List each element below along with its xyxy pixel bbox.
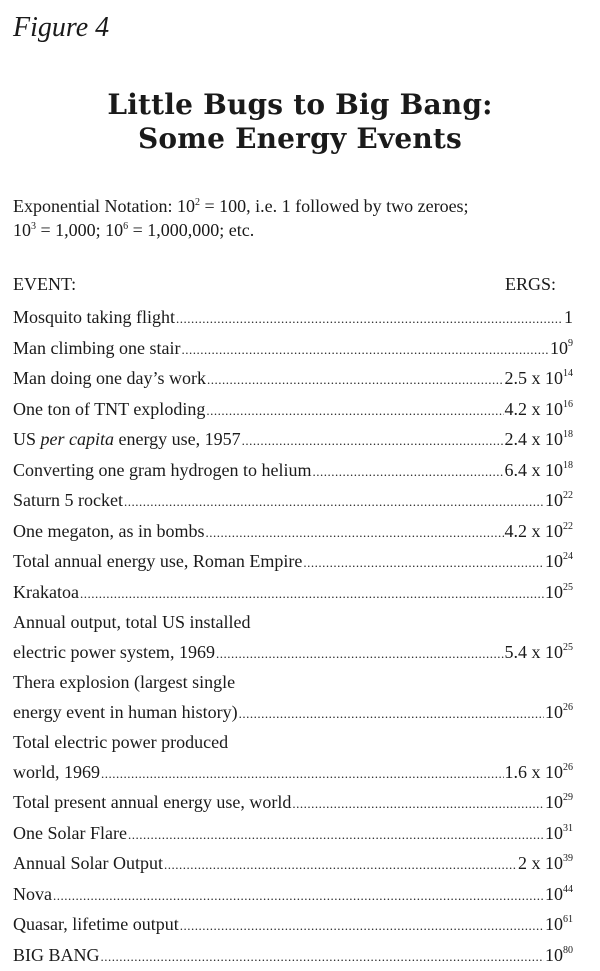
ergs-coefficient: 2.5 x 10 xyxy=(505,368,564,388)
dot-leader xyxy=(80,579,544,609)
event-line xyxy=(13,638,573,669)
event-name: Annual Solar Output xyxy=(13,849,163,879)
ergs-value xyxy=(505,758,574,788)
event-name: energy event in human history) xyxy=(13,698,238,728)
page-title xyxy=(0,88,600,156)
table-row xyxy=(13,456,573,487)
event-line xyxy=(13,941,573,971)
ergs-exponent: 44 xyxy=(563,884,573,895)
event-name: Man doing one day’s work xyxy=(13,364,206,394)
event-name-part: US xyxy=(13,429,41,449)
event-line xyxy=(13,849,573,880)
ergs-coefficient: 10 xyxy=(545,702,563,722)
table-header xyxy=(13,272,556,296)
ergs-value xyxy=(545,880,573,910)
table-row xyxy=(13,334,573,365)
ergs-coefficient: 6.4 x 10 xyxy=(505,460,564,480)
event-line xyxy=(13,758,573,789)
ergs-coefficient: 1 xyxy=(564,307,573,327)
event-line xyxy=(13,395,573,426)
dot-leader xyxy=(207,365,504,395)
notation-note xyxy=(13,194,573,242)
event-name: Total present annual energy use, world xyxy=(13,788,291,818)
notation-text: 10 xyxy=(13,220,31,240)
notation-exponent: 6 xyxy=(123,221,128,232)
event-name: One Solar Flare xyxy=(13,819,127,849)
ergs-value xyxy=(550,334,573,364)
dot-leader xyxy=(312,457,503,487)
table-row xyxy=(13,425,573,456)
ergs-value xyxy=(545,910,573,940)
ergs-value xyxy=(545,547,573,577)
ergs-exponent: 22 xyxy=(563,490,573,501)
dot-leader xyxy=(239,699,544,729)
ergs-value xyxy=(545,698,573,728)
ergs-coefficient: 2.4 x 10 xyxy=(505,429,564,449)
table-row xyxy=(13,788,573,819)
event-line xyxy=(13,303,573,334)
event-name: Quasar, lifetime output xyxy=(13,910,179,940)
event-line xyxy=(13,364,573,395)
event-line xyxy=(13,578,573,609)
ergs-exponent: 26 xyxy=(563,762,573,773)
dot-leader xyxy=(303,548,544,578)
ergs-exponent: 25 xyxy=(563,582,573,593)
ergs-coefficient: 10 xyxy=(545,945,563,965)
event-name: Nova xyxy=(13,880,52,910)
table-row xyxy=(13,303,573,334)
dot-leader xyxy=(205,518,503,548)
ergs-coefficient: 10 xyxy=(545,823,563,843)
event-line xyxy=(13,880,573,911)
ergs-value xyxy=(505,517,574,547)
notation-text: Exponential Notation: 10 xyxy=(13,196,195,216)
table-row xyxy=(13,364,573,395)
event-name: Krakatoa xyxy=(13,578,79,608)
ergs-value xyxy=(518,849,573,879)
event-name-continued: Thera explosion (largest single xyxy=(13,668,573,698)
table-row xyxy=(13,668,573,728)
ergs-value xyxy=(545,819,573,849)
event-line xyxy=(13,486,573,517)
event-name xyxy=(13,425,241,455)
ergs-exponent: 14 xyxy=(563,368,573,379)
table-row xyxy=(13,849,573,880)
dot-leader xyxy=(180,911,544,941)
event-line xyxy=(13,788,573,819)
ergs-coefficient: 10 xyxy=(545,490,563,510)
ergs-exponent: 29 xyxy=(563,792,573,803)
event-line xyxy=(13,547,573,578)
ergs-value xyxy=(505,456,574,486)
ergs-coefficient: 2 x 10 xyxy=(518,853,563,873)
event-line xyxy=(13,910,573,941)
table-row xyxy=(13,728,573,788)
ergs-exponent: 25 xyxy=(563,642,573,653)
table-row xyxy=(13,941,573,971)
event-name: Converting one gram hydrogen to helium xyxy=(13,456,311,486)
table-row xyxy=(13,578,573,609)
table-row xyxy=(13,608,573,668)
dot-leader xyxy=(124,487,544,517)
event-line xyxy=(13,456,573,487)
ergs-value xyxy=(505,638,574,668)
table-row xyxy=(13,517,573,548)
ergs-exponent: 26 xyxy=(563,702,573,713)
event-line xyxy=(13,425,573,456)
table-row xyxy=(13,486,573,517)
notation-text: = 100, i.e. 1 followed by two zeroes; xyxy=(200,196,469,216)
ergs-coefficient: 1.6 x 10 xyxy=(505,762,564,782)
table-row xyxy=(13,880,573,911)
table-row xyxy=(13,547,573,578)
ergs-coefficient: 10 xyxy=(545,792,563,812)
ergs-value xyxy=(505,425,574,455)
ergs-value xyxy=(545,788,573,818)
table-row xyxy=(13,819,573,850)
ergs-exponent: 16 xyxy=(563,399,573,410)
ergs-coefficient: 10 xyxy=(545,914,563,934)
ergs-exponent: 24 xyxy=(563,551,573,562)
ergs-exponent: 22 xyxy=(563,521,573,532)
event-name: BIG BANG xyxy=(13,941,100,971)
ergs-exponent: 61 xyxy=(563,914,573,925)
table-row xyxy=(13,395,573,426)
ergs-exponent: 80 xyxy=(563,945,573,956)
dot-leader xyxy=(181,335,549,365)
ergs-exponent: 39 xyxy=(563,853,573,864)
event-line xyxy=(13,819,573,850)
event-name-emphasis: per capita xyxy=(41,429,115,449)
dot-leader xyxy=(101,942,544,971)
column-header-event: EVENT: xyxy=(13,272,76,296)
notation-text: = 1,000,000; etc. xyxy=(128,220,254,240)
ergs-coefficient: 5.4 x 10 xyxy=(505,642,564,662)
ergs-value xyxy=(545,578,573,608)
ergs-value xyxy=(545,486,573,516)
ergs-exponent: 18 xyxy=(563,429,573,440)
ergs-value xyxy=(505,395,574,425)
ergs-exponent: 18 xyxy=(563,460,573,471)
event-line xyxy=(13,517,573,548)
event-name: Man climbing one stair xyxy=(13,334,180,364)
ergs-coefficient: 10 xyxy=(545,551,563,571)
dot-leader xyxy=(216,639,504,669)
event-line xyxy=(13,698,573,729)
dot-leader xyxy=(206,396,503,426)
title-line-1: Little Bugs to Big Bang: xyxy=(0,88,600,122)
ergs-value xyxy=(564,303,573,333)
event-line xyxy=(13,334,573,365)
title-line-2: Some Energy Events xyxy=(0,122,600,156)
ergs-coefficient: 10 xyxy=(545,582,563,602)
dot-leader xyxy=(53,881,544,911)
ergs-value xyxy=(505,364,574,394)
figure-label: Figure 4 xyxy=(13,14,109,42)
event-name-continued: Annual output, total US installed xyxy=(13,608,573,638)
ergs-value xyxy=(545,941,573,971)
dot-leader xyxy=(128,820,544,850)
event-name: Saturn 5 rocket xyxy=(13,486,123,516)
dot-leader xyxy=(101,759,504,789)
event-name: world, 1969 xyxy=(13,758,100,788)
dot-leader xyxy=(292,789,544,819)
dot-leader xyxy=(164,850,517,880)
event-name: Total annual energy use, Roman Empire xyxy=(13,547,302,577)
ergs-coefficient: 10 xyxy=(545,884,563,904)
ergs-coefficient: 10 xyxy=(550,338,568,358)
table-row xyxy=(13,910,573,941)
column-header-ergs: ERGS: xyxy=(505,272,556,296)
event-name-part: energy use, 1957 xyxy=(114,429,241,449)
ergs-coefficient: 4.2 x 10 xyxy=(505,521,564,541)
ergs-coefficient: 4.2 x 10 xyxy=(505,399,564,419)
notation-exponent: 3 xyxy=(31,221,36,232)
ergs-exponent: 31 xyxy=(563,823,573,834)
dot-leader xyxy=(176,304,563,334)
event-name-continued: Total electric power produced xyxy=(13,728,573,758)
notation-exponent: 2 xyxy=(195,197,200,208)
notation-text: = 1,000; 10 xyxy=(36,220,123,240)
ergs-exponent: 9 xyxy=(568,338,573,349)
event-name: Mosquito taking flight xyxy=(13,303,175,333)
event-name: electric power system, 1969 xyxy=(13,638,215,668)
energy-events-table xyxy=(13,303,573,971)
dot-leader xyxy=(242,426,504,456)
event-name: One megaton, as in bombs xyxy=(13,517,204,547)
event-name: One ton of TNT exploding xyxy=(13,395,205,425)
